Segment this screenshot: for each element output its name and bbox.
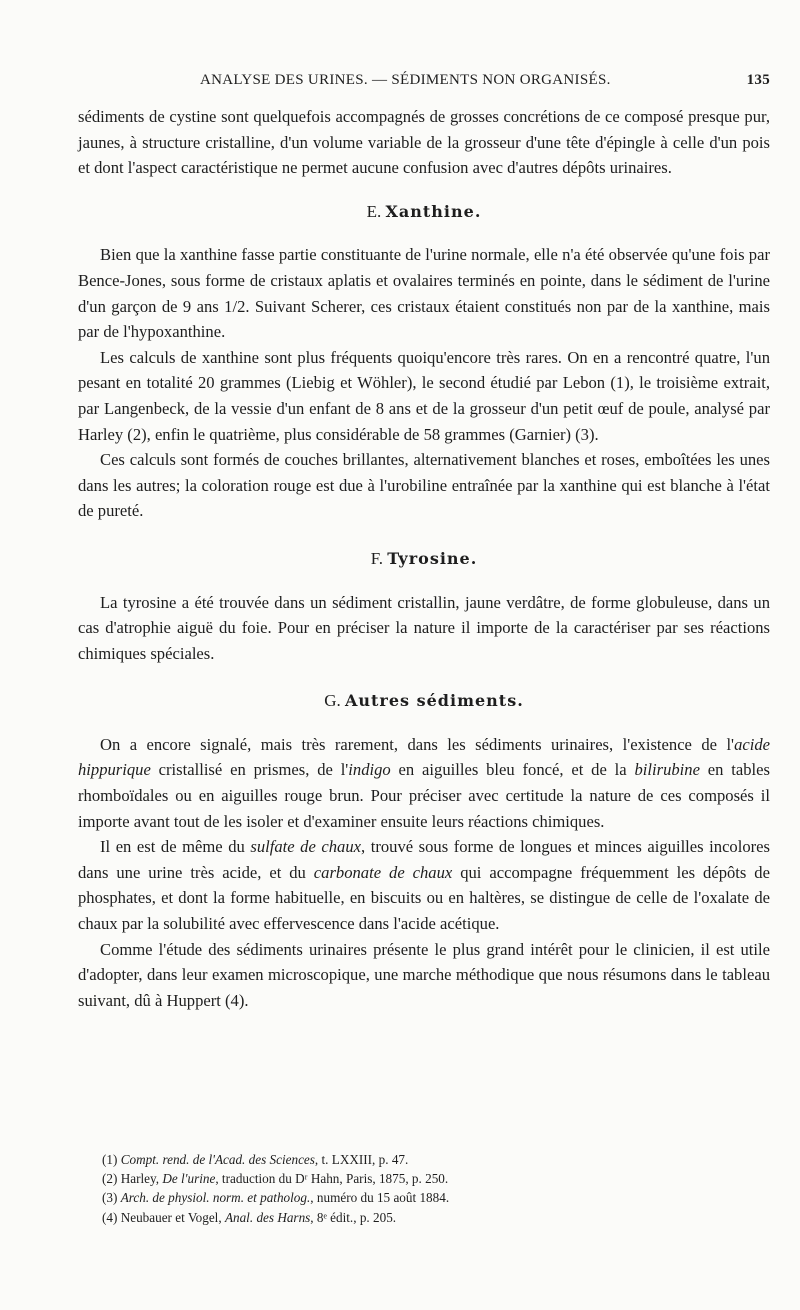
footnote-citation: De l'urine xyxy=(162,1171,216,1187)
footnote-citation: Compt. rend. de l'Acad. des Sciences xyxy=(120,1152,315,1167)
text-run: Harley, xyxy=(120,1171,163,1187)
section-letter: F. xyxy=(370,548,384,568)
section-heading-g xyxy=(78,688,770,714)
footnote xyxy=(102,1150,770,1169)
footnote-number: (2) xyxy=(102,1171,118,1187)
page-number: 135 xyxy=(746,72,770,88)
paragraph-cystine: sédiments de cystine sont quelquefois accompagnés de grosses concrétions de ce composé presque pur, jaunes, à structure cristalline, d'un volume variable de la grosseur d'une tête d'épingle à celle d'un pois et dont l'aspect caractéristique ne permet aucune confusion avec d'autres dépôts urinaires. xyxy=(78,107,770,178)
paragraph xyxy=(78,732,770,834)
footnotes xyxy=(102,1150,770,1227)
footnote xyxy=(102,1169,770,1188)
text-run: , t. LXXIII, p. 47. xyxy=(314,1152,409,1167)
section-title: Autres sédiments. xyxy=(344,691,524,711)
running-head xyxy=(78,72,770,89)
section-letter: G. xyxy=(324,691,341,711)
paragraph: Bien que la xanthine fasse partie constituante de l'urine normale, elle n'a été observée qu'une fois par Bence-Jones, sous forme de cristaux aplatis et ovalaires terminés en pointe, dans le sédiment de l'urine d'un garçon de 9 ans 1/2. Suivant Scherer, ces cristaux étaient constitués non par de la xanthine, mais par de l'hypoxanthine. xyxy=(78,245,770,342)
text-run: en aiguilles bleu foncé, et de la xyxy=(390,760,635,780)
italic-term: indigo xyxy=(348,760,391,780)
text-run: cristallisé en prismes, de l' xyxy=(150,760,349,780)
paragraph: Les calculs de xanthine sont plus fréquents quoiqu'encore très rares. On en a rencontré quatre, l'un pesant en totalité 20 grammes (Liebig et Wöhler), le second étudié par Lebon (1), le troisième extrait, par Langenbeck, de la vessie d'un enfant de 8 ans et de la grosseur d'un petit œuf de poule, analysé par Harley (2), enfin le quatrième, plus considérable de 58 grammes (Garnier) (3). xyxy=(78,347,770,444)
footnote-number: (4) xyxy=(102,1209,118,1225)
text-run: qui accompagne fréquemment les dépôts de phosphates, et dont la forme habituelle, en biscuits ou en haltères, se distingue de celle de l'oxalate de chaux par la solubilité avec effervescence dans l'acide acétique. xyxy=(78,862,770,934)
section-title: Tyrosine. xyxy=(387,548,478,568)
italic-term: bilirubine xyxy=(634,760,700,780)
section-title: Xanthine. xyxy=(385,201,482,221)
text-run: , trouvé sous forme de longues et minces aiguilles incolores dans une urine très acide, et du xyxy=(78,837,770,882)
text-run: Neubauer et Vogel, xyxy=(120,1209,225,1225)
footnote xyxy=(102,1188,770,1207)
italic-term: carbonate de chaux xyxy=(313,862,453,882)
section-heading-e xyxy=(78,199,770,225)
paragraph: Ces calculs sont formés de couches brillantes, alternativement blanches et roses, emboîtées les unes dans les autres; la coloration rouge est due à l'urobiline entraînée par la xanthine qui est blanche à l'état de pureté. xyxy=(78,450,770,521)
paragraph xyxy=(78,834,770,936)
text-run: , numéro du 15 août 1884. xyxy=(310,1190,450,1206)
paragraph: La tyrosine a été trouvée dans un sédiment cristallin, jaune verdâtre, de forme globuleuse, dans un cas d'atrophie aiguë du foie. Pour en préciser la nature il importe de la caractériser par ses réactions chimiques spéciales. xyxy=(78,592,770,663)
footnote-citation: Anal. des Harns xyxy=(224,1209,311,1225)
section-heading-f xyxy=(78,546,770,572)
text-run: en tables rhomboïdales ou en aiguilles rouge brun. Pour préciser avec certitude la nature de ces composés il importe avant tout de les isoler et d'examiner ensuite leurs réactions chimiques. xyxy=(78,760,770,831)
paragraph: Comme l'étude des sédiments urinaires présente le plus grand intérêt pour le clinicien, il est utile d'adopter, dans leur examen microscopique, une marche méthodique que nous résumons dans le tableau suivant, dû à Huppert (4). xyxy=(78,939,770,1010)
text-run: On a encore signalé, mais très rarement, dans les sédiments urinaires, l'existence de l' xyxy=(100,734,735,754)
footnote-citation: Arch. de physiol. norm. et patholog. xyxy=(120,1190,311,1206)
text-run: , 8ᵉ édit., p. 205. xyxy=(310,1209,397,1225)
body-text xyxy=(78,104,770,1013)
text-run: Il en est de même du xyxy=(100,837,251,857)
italic-term: acide hippurique xyxy=(78,734,770,780)
footnote xyxy=(102,1208,770,1227)
section-letter: E. xyxy=(366,201,382,221)
running-head-title: ANALYSE DES URINES. — SÉDIMENTS NON ORGANISÉS. xyxy=(200,72,611,88)
footnote-number: (3) xyxy=(102,1190,118,1206)
footnote-number: (1) xyxy=(102,1152,118,1167)
text-run: , traduction du Dʳ Hahn, Paris, 1875, p. 250. xyxy=(215,1171,449,1187)
italic-term: sulfate de chaux xyxy=(250,837,362,857)
